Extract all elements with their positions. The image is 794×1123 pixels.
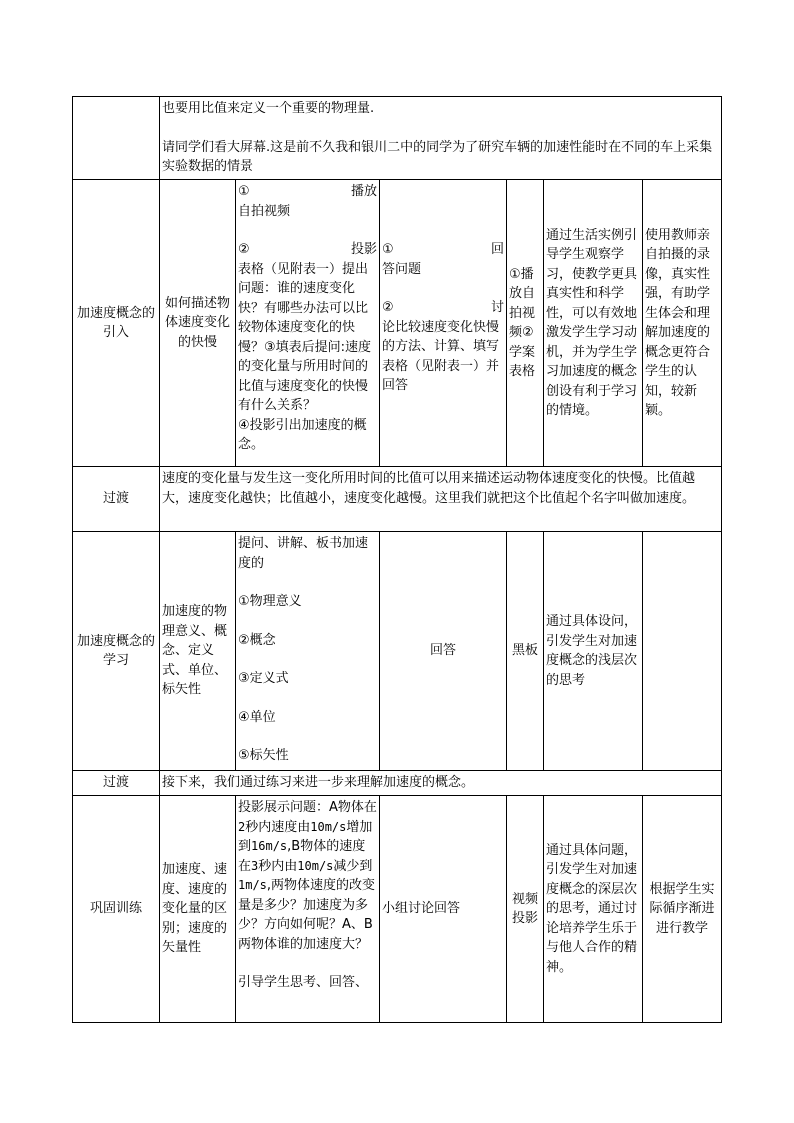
q-part-d: 10m/s xyxy=(310,819,347,834)
transition2-text-cell xyxy=(159,771,721,795)
step-1-text: 自拍视频 xyxy=(238,203,291,219)
practice-stage-cell xyxy=(73,796,159,1022)
transition-row-1 xyxy=(72,466,722,531)
transition2-text: 接下来，我们通过练习来进一步来理解加速度的概念。 xyxy=(162,775,475,791)
step-4-text: ④投影引出加速度的概念。 xyxy=(238,417,367,452)
q-part-e: 增加到 xyxy=(238,819,373,854)
practice-row xyxy=(72,795,722,1023)
transition2-stage-cell xyxy=(73,771,159,795)
concept-learning-row xyxy=(72,531,722,770)
learning-intent-text: 通过具体设问，引发学生对加速度概念的浅层次的思考 xyxy=(546,614,638,688)
practice-note-text: 根据学生实际循序渐进进行教学 xyxy=(649,881,715,936)
transition-text-cell xyxy=(159,467,721,531)
step-2-text: 表格（见附表一）提出问题：谁的速度变化快？有哪些办法可以比较物体速度变化的快慢？③填表后提问:速度的变化量与所用时间的比值与速度变化的快慢有什么关系？ xyxy=(238,261,372,413)
practice-question xyxy=(238,798,377,954)
stage-cell xyxy=(73,180,159,466)
media-text: ①播放自拍视频②学案表格 xyxy=(509,266,536,379)
q-part-g: ,B物体的速度在 xyxy=(238,839,366,874)
content-text: 如何描述物体速度变化的快慢 xyxy=(164,295,230,350)
intro-text-cell xyxy=(159,97,721,179)
note-cell xyxy=(642,180,721,466)
transition-text: 速度的变化量与发生这一变化所用时间的比值可以用来描述运动物体速度变化的快慢。比值越大，速度变化越快；比值越小，速度变化越慢。这里我们就把这个比值起个名字叫做加速度。 xyxy=(162,471,696,506)
lesson-plan-table xyxy=(72,96,722,1023)
student-step-2-text: 论比较速度变化快慢的方法、计算、填写表格（见附表一）并回答 xyxy=(382,319,500,393)
practice-intent-text: 通过具体问题，引发学生对加速度概念的深层次的思考，通过讨论培养学生乐于与他人合作的精神。 xyxy=(546,842,638,975)
learning-content-cell xyxy=(159,532,235,770)
q-part-a: 投影展示问题：A物体在 xyxy=(238,800,377,815)
q-part-i: 秒内由 xyxy=(258,858,298,874)
practice-note-cell xyxy=(642,796,721,1022)
intro-stage-cell xyxy=(73,97,159,179)
practice-stage-label: 巩固训练 xyxy=(89,901,142,917)
q-part-m: ,两物体速度的改变量是多少？加速度为多少？方向如何呢？A、B两物体谁的加速度大？ xyxy=(238,878,376,952)
transition-row-2 xyxy=(72,770,722,795)
media-cell xyxy=(506,180,543,466)
q-part-c: 秒内速度由 xyxy=(245,819,311,835)
learning-item-4: ④单位 xyxy=(238,709,276,725)
step-1-verb: 播放 xyxy=(350,184,377,199)
q-part-j: 10m/s xyxy=(297,858,334,873)
learning-teacher-head: 提问、讲解、板书加速度的 xyxy=(238,536,369,571)
step-2-mark: ② xyxy=(238,242,250,257)
intro-line-2: 请同学们看大屏幕.这是前不久我和银川二中的同学为了研究车辆的加速性能时在不同的车上采集实验数据的情景 xyxy=(162,139,713,174)
student-step-1-text: 答问题 xyxy=(382,261,422,277)
practice-teacher-cell xyxy=(235,796,379,1022)
q-part-h: 3 xyxy=(251,858,259,873)
content-cell xyxy=(159,180,235,466)
learning-stage-label: 加速度概念的学习 xyxy=(76,633,155,668)
practice-content-text: 加速度、速度、速度的变化量的区别；速度的矢量性 xyxy=(162,862,228,956)
learning-teacher-cell xyxy=(235,532,379,770)
step-2-verb: 投影 xyxy=(350,242,377,257)
practice-intent-cell xyxy=(543,796,642,1022)
design-intent-cell xyxy=(543,180,642,466)
transition-stage-label: 过渡 xyxy=(102,491,129,507)
design-intent-text: 通过生活实例引导学生观察学习，使教学更具真实性和科学性，可以有效地激发学生学习动机，并为学生学习加速度的概念创设有利于学习的情境。 xyxy=(546,227,638,418)
practice-media-cell xyxy=(506,796,543,1022)
learning-item-5: ⑤标矢性 xyxy=(238,748,289,763)
practice-student-text: 小组讨论回答 xyxy=(382,901,461,917)
learning-item-2: ②概念 xyxy=(238,632,276,648)
practice-content-cell xyxy=(159,796,235,1022)
student-step-1-verb: 回 xyxy=(490,242,504,257)
learning-stage-cell xyxy=(73,532,159,770)
student-activity-cell xyxy=(379,180,506,466)
q-part-b: 2 xyxy=(238,819,246,834)
transition-stage-cell xyxy=(73,467,159,531)
q-part-k: 减少到 xyxy=(333,858,373,874)
learning-item-3: ③定义式 xyxy=(238,671,289,686)
student-step-2-verb: 讨 xyxy=(490,300,504,315)
learning-media-text: 黑板 xyxy=(511,643,538,659)
concept-intro-row xyxy=(72,179,722,466)
learning-intent-cell xyxy=(543,532,642,770)
teacher-activity-cell xyxy=(235,180,379,466)
note-text: 使用教师亲自拍摄的录像，真实性强，有助学生体会和理解加速度的概念更符合学生的认知，较新颖。 xyxy=(645,227,711,418)
step-1-mark: ① xyxy=(238,184,250,199)
learning-note-cell xyxy=(642,532,721,770)
student-step-1-mark: ① xyxy=(382,242,394,257)
learning-student-text: 回答 xyxy=(429,643,456,659)
student-step-2-mark: ② xyxy=(382,300,394,315)
q-part-l: 1m/s xyxy=(238,878,267,892)
learning-media-cell xyxy=(506,532,543,770)
practice-media-text: 视频投影 xyxy=(511,891,538,926)
learning-item-1: ①物理意义 xyxy=(238,594,302,609)
practice-guidance: 引导学生思考、回答、 xyxy=(238,975,369,990)
learning-student-cell xyxy=(379,532,506,770)
transition2-stage-label: 过渡 xyxy=(102,775,129,791)
practice-student-cell xyxy=(379,796,506,1022)
learning-content-text: 加速度的物理意义、概念、定义式、单位、标矢性 xyxy=(162,604,228,698)
stage-label: 加速度概念的引入 xyxy=(76,305,155,340)
intro-row xyxy=(72,96,722,179)
q-part-f: 16m/s xyxy=(251,839,288,853)
intro-line-1: 也要用比值来定义一个重要的物理量. xyxy=(162,101,375,116)
